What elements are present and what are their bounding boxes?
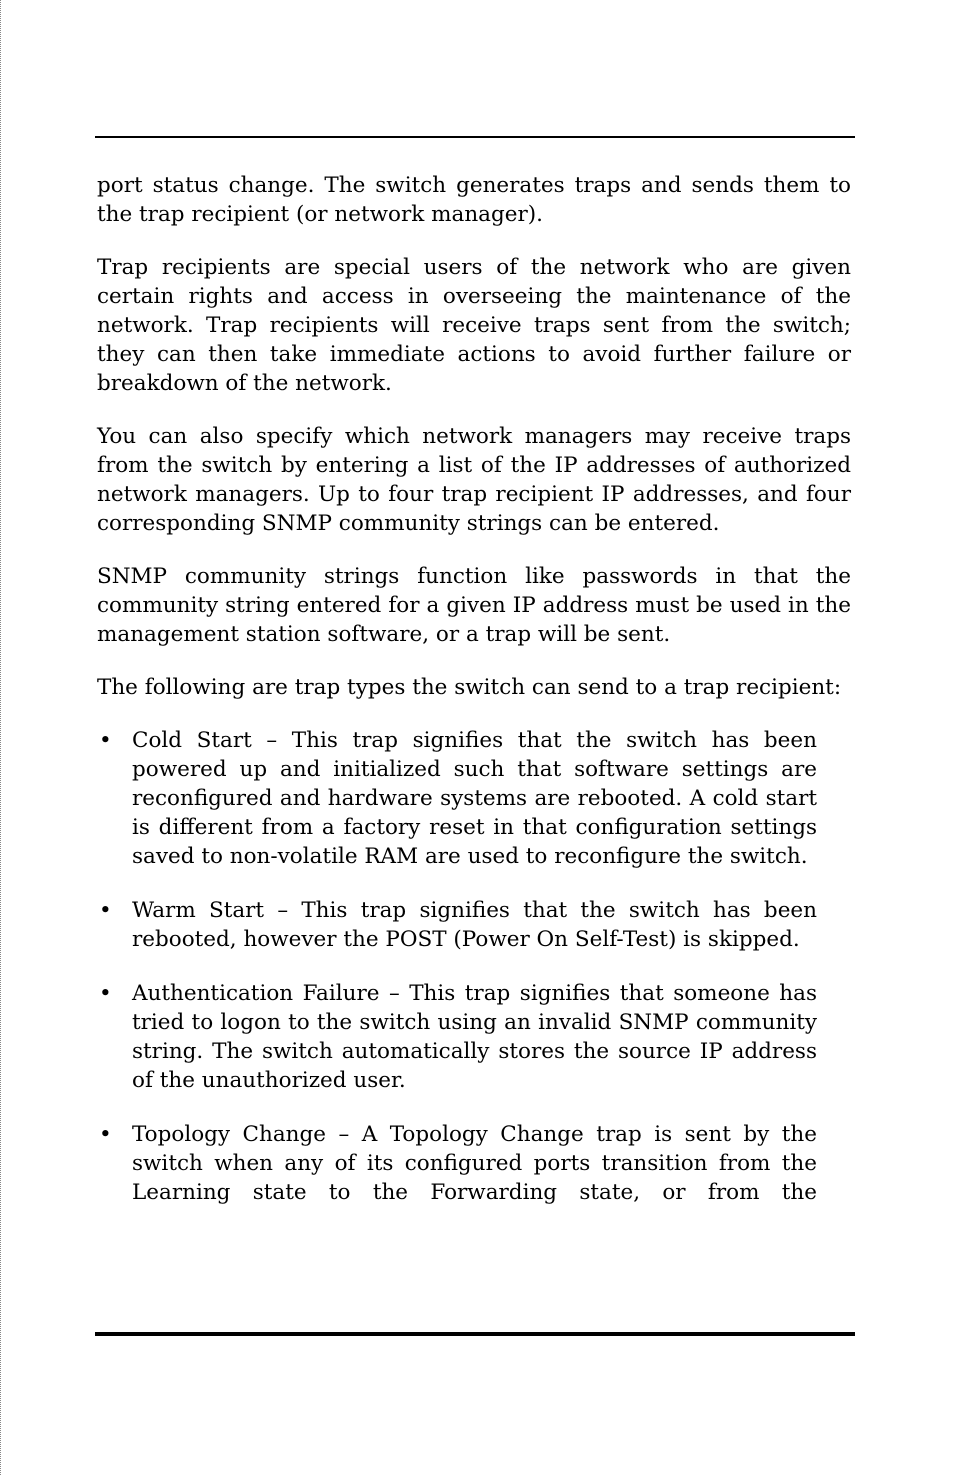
trap-term: Topology Change: [132, 1122, 326, 1147]
paragraph-trap-recipients: Trap recipients are special users of the network who are given certain rights and access in overseeing the maintenance of the network. Trap recipients will receive traps sent from the switch; they can then take immediate actions to avoid further failure or breakdown of the network.: [97, 255, 851, 396]
trap-description: – This trap signifies that the switch has been rebooted, however the POST (Power On Self-Test) is skipped.: [132, 898, 817, 952]
bullet-icon: •: [99, 1122, 112, 1147]
paragraph-community-strings: SNMP community strings function like passwords in that the community string entered for a given IP address must be used in the management station software, or a trap will be sent.: [97, 564, 851, 647]
bullet-icon: •: [99, 981, 112, 1006]
paragraph-trap-types-intro: The following are trap types the switch can send to a trap recipient:: [97, 675, 842, 700]
trap-description: – This trap signifies that someone has tried to logon to the switch using an invalid SNMP community string. The switch automatically stores the source IP address of the unauthorized user.: [132, 981, 817, 1093]
footer-rule: [95, 1332, 855, 1336]
list-item-topology-change: [97, 1120, 817, 1207]
header-rule: [95, 136, 855, 138]
bullet-icon: •: [99, 898, 112, 923]
bullet-icon: •: [99, 728, 112, 753]
trap-description: – A Topology Change trap is sent by the switch when any of its configured ports transition from the Learning state to the Forwarding state, or from the: [132, 1122, 817, 1205]
trap-term: Cold Start: [132, 728, 252, 753]
list-item-warm-start: [97, 896, 817, 954]
paragraph-network-managers: You can also specify which network managers may receive traps from the switch by entering a list of the IP addresses of authorized network managers. Up to four trap recipient IP addresses, and four corresponding SNMP community strings can be entered.: [97, 424, 851, 536]
trap-type-list: [97, 726, 851, 1207]
trap-description: – This trap signifies that the switch has been powered up and initialized such that software settings are reconfigured and hardware systems are rebooted. A cold start is different from a factory reset in that configuration settings saved to non-volatile RAM are used to reconfigure the switch.: [132, 728, 817, 869]
page-edge: [0, 0, 1, 1475]
paragraph-port-status: port status change. The switch generates traps and sends them to the trap recipient (or network manager).: [97, 173, 851, 227]
trap-term: Authentication Failure: [132, 981, 380, 1006]
list-item-authentication-failure: [97, 979, 817, 1095]
trap-term: Warm Start: [132, 898, 265, 923]
page-body: [97, 171, 851, 1232]
list-item-cold-start: [97, 726, 817, 871]
